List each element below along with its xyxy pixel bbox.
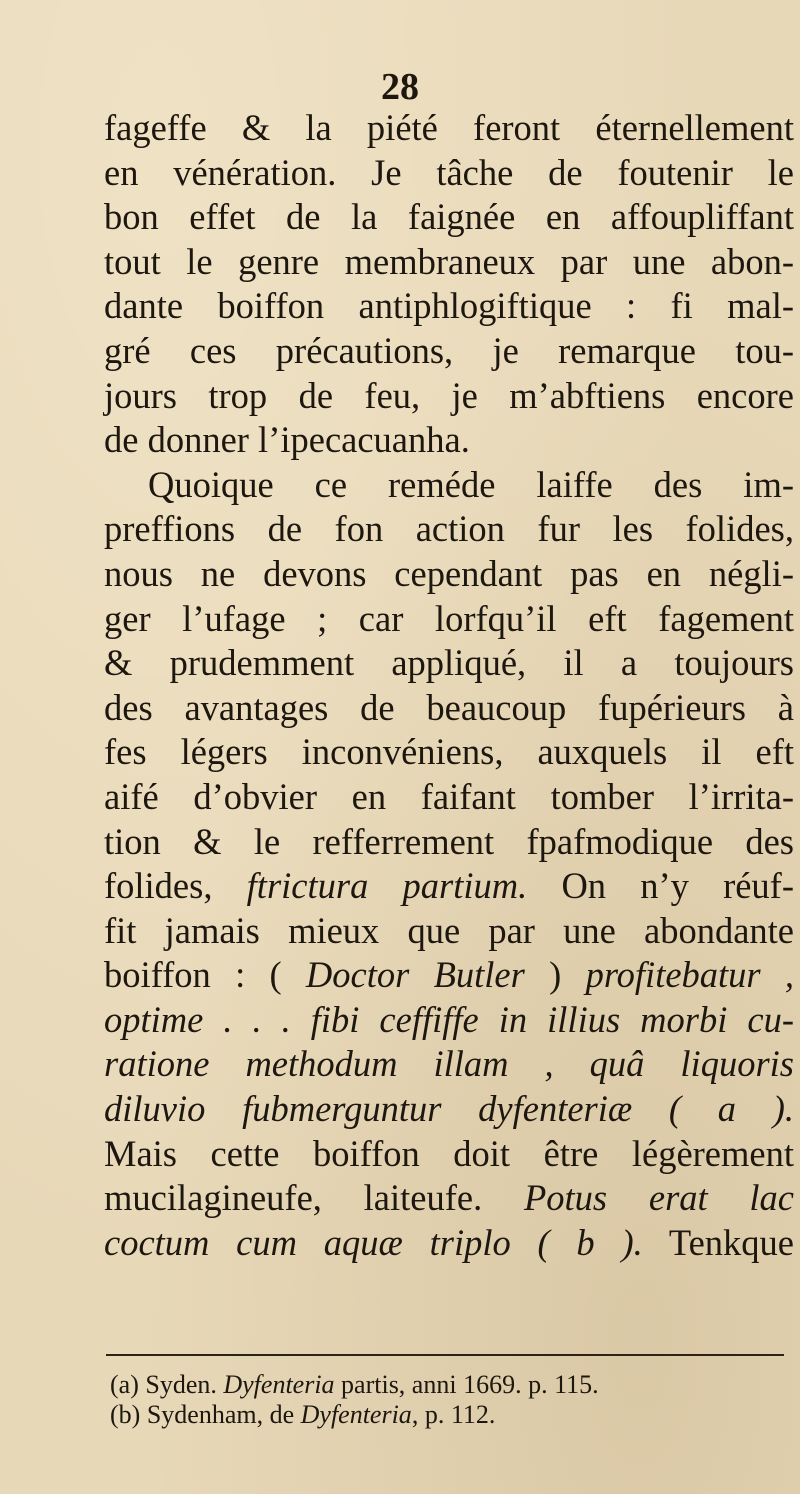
- text-line-24: Mais cette boiffon doit être légèrement: [104, 1132, 794, 1174]
- italic-latin-phrase: profitebatur ,: [585, 954, 795, 996]
- footnote-text: , p. 112.: [411, 1400, 496, 1429]
- footnote-label: (b) Sydenham, de: [110, 1400, 295, 1429]
- text-line-8: de donner l’ipecacuanha.: [104, 419, 470, 461]
- text-line-5: dante boiffon antiphlogiftique : fi mal-: [104, 285, 794, 327]
- italic-name: Doctor Butler: [305, 954, 525, 996]
- text-line-21: optime . . . fibi ceffiffe in illius morbi cu-: [104, 998, 794, 1040]
- text-line-11: nous ne devons cependant pas en négli-: [104, 552, 794, 594]
- text-line-17: tion & le refferrement fpafmodique des: [104, 820, 794, 862]
- text-line-9: Quoique ce reméde laiffe des im-: [148, 463, 794, 505]
- italic-latin-phrase: Potus erat lac: [523, 1177, 795, 1219]
- text-line-15: fes légers inconvéniens, auxquels il eft: [104, 731, 794, 773]
- footnote-rule: [106, 1354, 784, 1356]
- footnote-title: Dyfenteria: [223, 1370, 335, 1399]
- text-line-22: ratione methodum illam , quâ liquoris: [104, 1043, 794, 1085]
- text-line-14: des avantages de beaucoup fupérieurs à: [104, 686, 794, 728]
- body-text: [104, 106, 794, 1265]
- text-line-25: [104, 1176, 794, 1221]
- footnote-label: (a) Syden.: [110, 1370, 217, 1399]
- footnote-b: [110, 1400, 790, 1430]
- text-line-18: [104, 864, 794, 909]
- text-line-23: diluvio fubmerguntur dyfenteriæ ( a ).: [104, 1088, 794, 1130]
- text-segment: folides,: [104, 865, 213, 907]
- text-segment: ): [549, 954, 562, 996]
- italic-latin-phrase: coctum cum aquæ triplo ( b ).: [104, 1221, 643, 1263]
- text-line-4: tout le genre membraneux par une abon-: [104, 240, 794, 282]
- text-line-7: jours trop de feu, je m’abftiens encore: [104, 374, 794, 416]
- text-segment: mucilagineufe, laiteufe.: [104, 1177, 483, 1219]
- footnote-text: partis, anni 1669. p. 115.: [341, 1370, 599, 1399]
- text-line-16: aifé d’obvier en faifant tomber l’irrita-: [104, 775, 794, 817]
- text-line-13: & prudemment appliqué, il a toujours: [104, 642, 794, 684]
- text-line-19: fit jamais mieux que par une abondante: [104, 909, 794, 951]
- text-segment: boiffon : (: [104, 954, 282, 996]
- text-line-10: preffions de fon action fur les folides,: [104, 508, 794, 550]
- text-line-6: gré ces précautions, je remarque tou-: [104, 329, 794, 371]
- text-line-3: bon effet de la faignée en affoupliffant: [104, 196, 794, 238]
- text-line-1: fageffe & la piété feront éternellement: [104, 107, 794, 148]
- footnotes: [110, 1370, 790, 1430]
- catchword: Tenkque: [668, 1221, 794, 1263]
- text-line-20: [104, 953, 794, 998]
- page-number: 28: [381, 66, 419, 108]
- text-line-26: [104, 1221, 794, 1266]
- footnote-title: Dyfenteria: [300, 1400, 412, 1429]
- italic-latin-phrase: ftrictura partium.: [246, 865, 528, 907]
- text-line-12: ger l’ufage ; car lorfqu’il eft fagement: [104, 597, 794, 639]
- footnote-a: [110, 1370, 790, 1400]
- text-segment: On n’y réuf-: [561, 865, 794, 907]
- text-line-2: en vénération. Je tâche de foutenir le: [104, 151, 794, 193]
